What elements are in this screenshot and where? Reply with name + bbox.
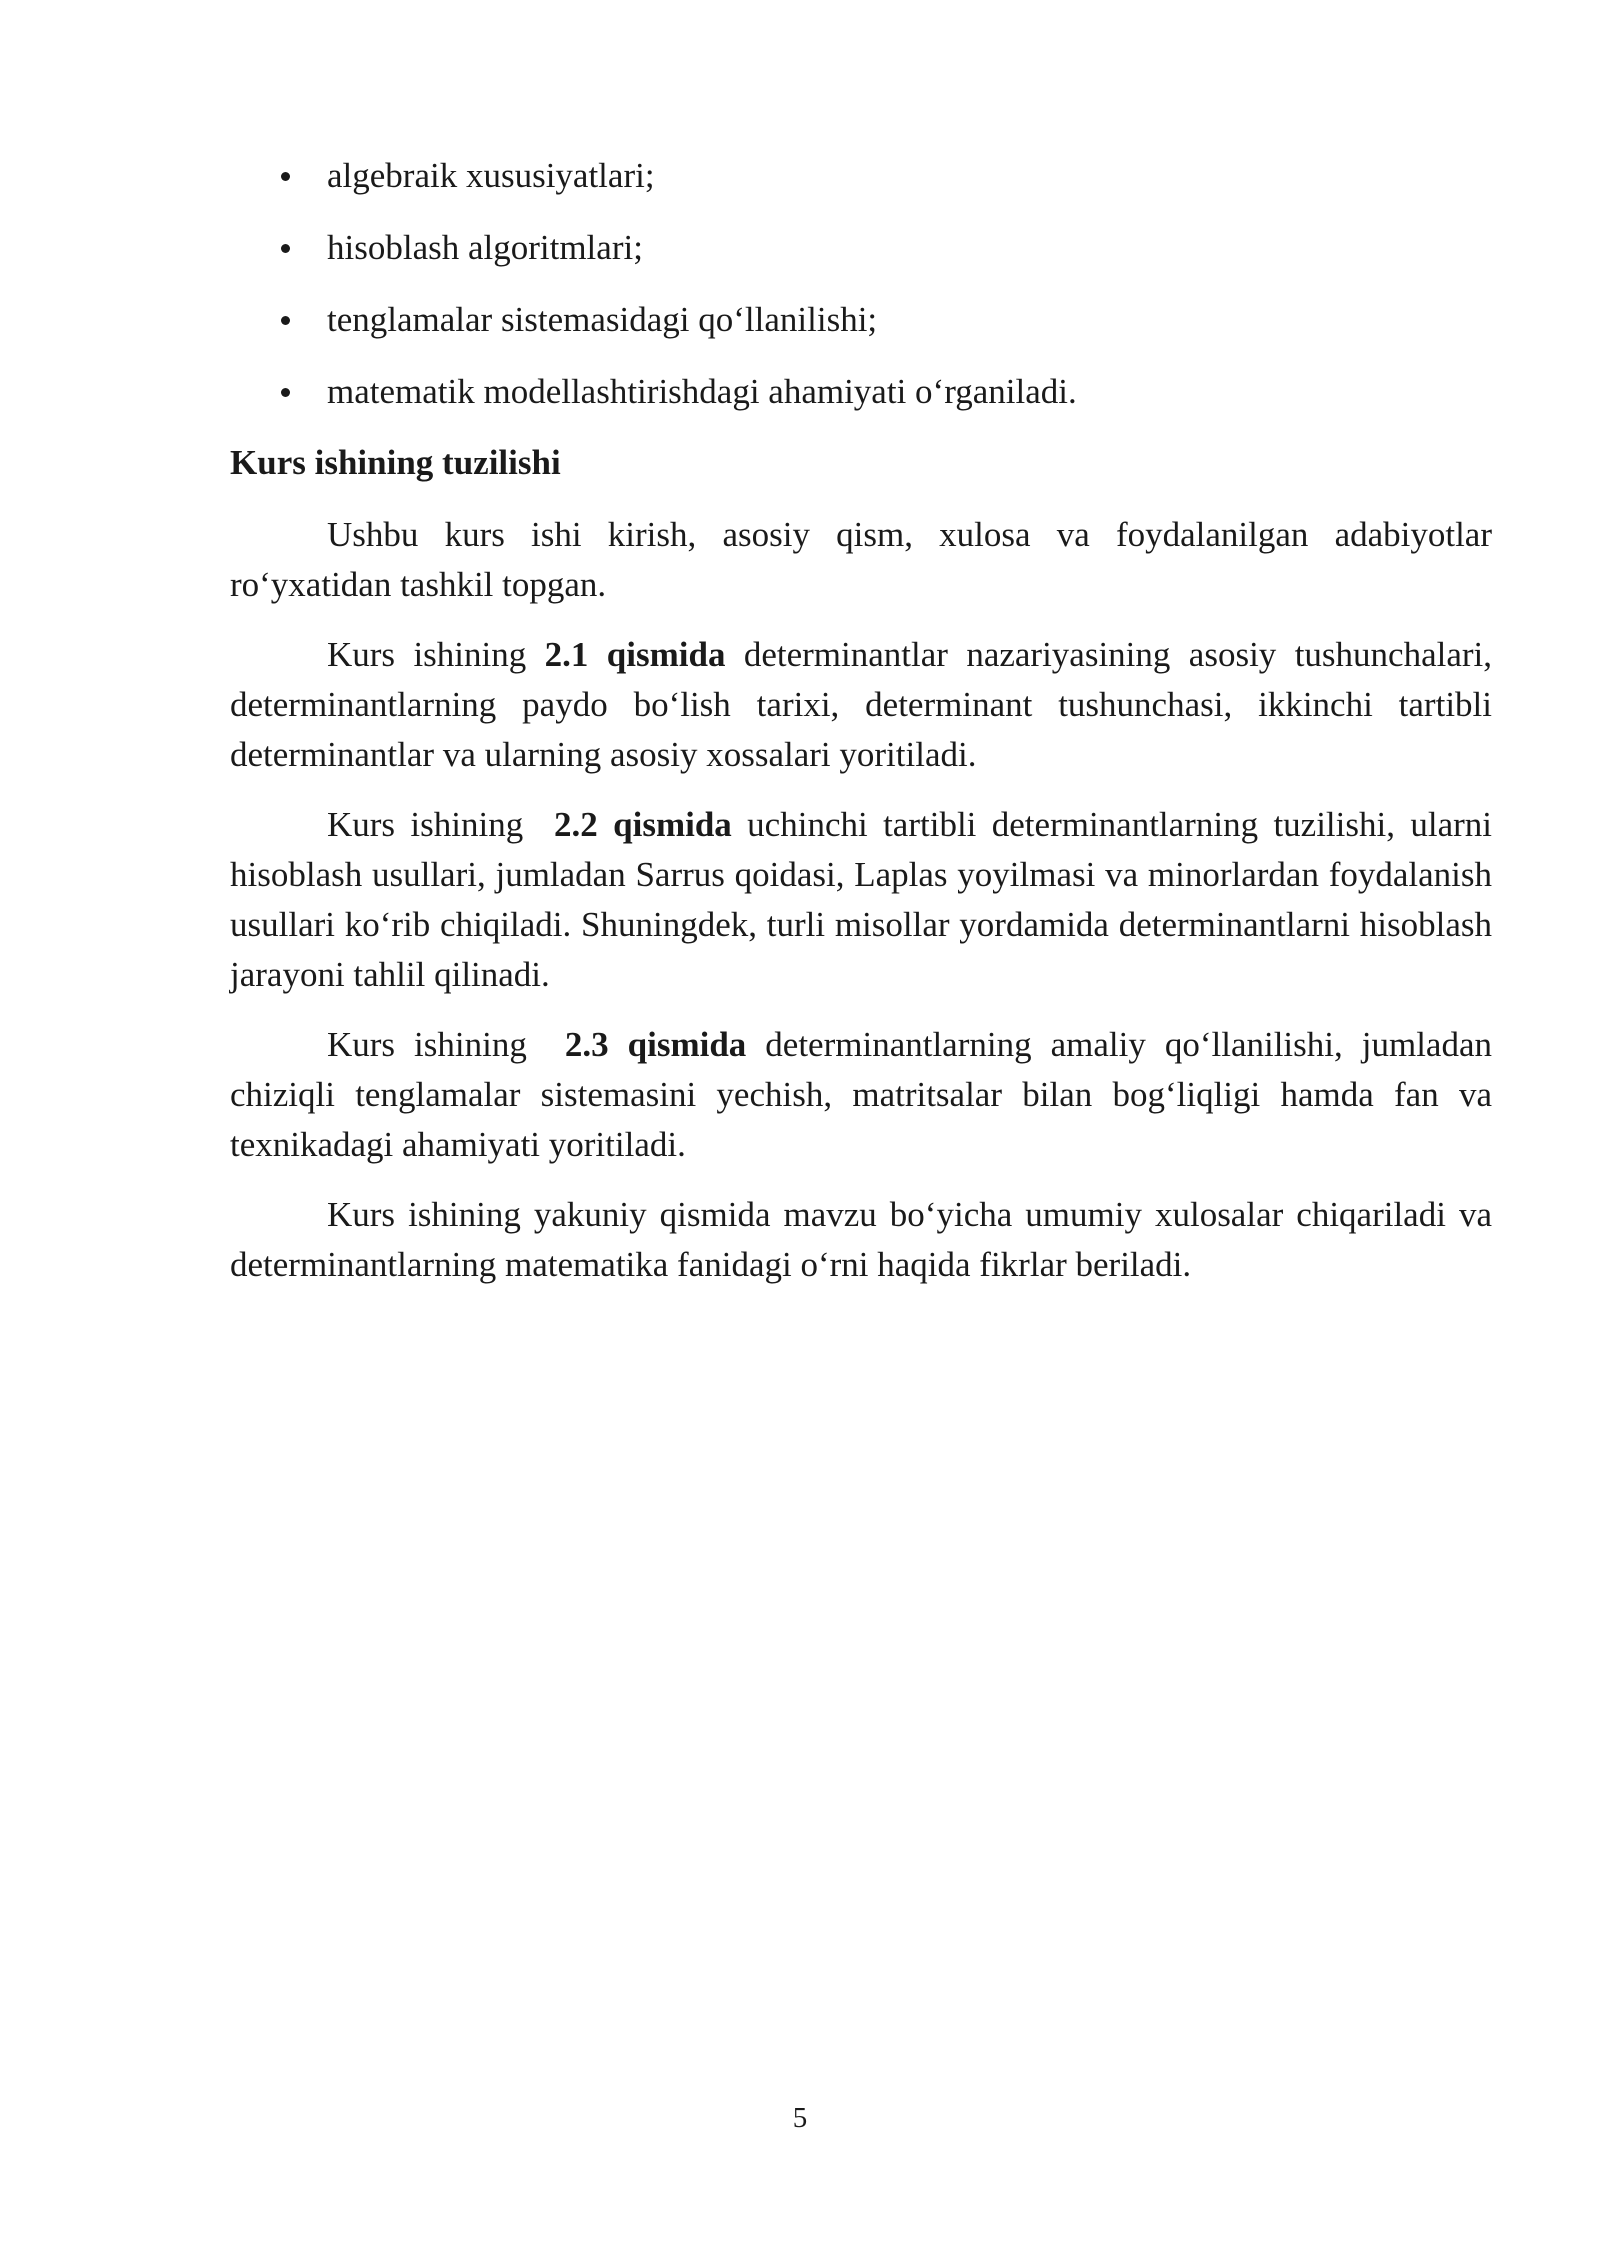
section-title: Kurs ishining tuzilishi [230, 443, 561, 482]
page-number: 5 [792, 2102, 808, 2134]
section-reference: 2.3 qismida [564, 1025, 747, 1064]
paragraph-structure-intro: Ushbu kurs ishi kirish, asosiy qism, xulosa va foydalanilgan adabiyotlar ro‘yxatidan tashkil topgan. [230, 515, 1492, 604]
paragraph-rest: determinantlar nazariyasining asosiy tushunchalari, determinantlarning paydo bo‘lish tarixi, determinant tushunchasi, ikkinchi tartibli determinantlar va ularning asosiy xossalari yoritiladi. [230, 635, 1492, 774]
list-item [230, 222, 1492, 294]
bullet-list [230, 150, 1492, 438]
paragraph-rest: determinantlarning amaliy qo‘llanilishi, jumladan chiziqli tenglamalar sistemasini yechish, matritsalar bilan bog‘liqligi hamda fan va texnikadagi ahamiyati yoritiladi. [230, 1025, 1493, 1164]
list-item [230, 150, 1492, 222]
bullet-dot-icon [281, 172, 290, 181]
bullet-dot-icon [281, 388, 290, 397]
section-reference: 2.2 qismida [554, 805, 732, 844]
paragraph-lead: Kurs ishining [327, 635, 545, 674]
list-item-text: hisoblash algoritmlari; [327, 228, 643, 267]
paragraph-lead: Kurs ishining [327, 1025, 565, 1064]
page-content [230, 150, 1492, 1310]
paragraph-section-2-1 [230, 630, 1492, 780]
list-item-text: algebraik xususiyatlari; [327, 156, 655, 195]
paragraph-conclusion: Kurs ishining yakuniy qismida mavzu bo‘yicha umumiy xulosalar chiqariladi va determinantlarning matematika fanidagi o‘rni haqida fikrlar beriladi. [230, 1195, 1492, 1284]
list-item [230, 294, 1492, 366]
list-item-text: matematik modellashtirishdagi ahamiyati o‘rganiladi. [327, 372, 1077, 411]
bullet-dot-icon [281, 316, 290, 325]
list-item [230, 366, 1492, 438]
section-reference: 2.1 qismida [544, 635, 726, 674]
paragraph-lead: Kurs ishining [327, 805, 554, 844]
paragraph-rest: uchinchi tartibli determinantlarning tuzilishi, ularni hisoblash usullari, jumladan Sarrus qoidasi, Laplas yoyilmasi va minorlardan foydalanish usullari ko‘rib chiqiladi. Shuningdek, turli misollar yordamida determinantlarni hisoblash jarayoni tahlil qilinadi. [230, 805, 1492, 994]
paragraph-section-2-3 [230, 1020, 1492, 1170]
list-item-text: tenglamalar sistemasidagi qo‘llanilishi; [327, 300, 878, 339]
paragraph-section-2-2 [230, 800, 1492, 1000]
bullet-dot-icon [281, 244, 290, 253]
